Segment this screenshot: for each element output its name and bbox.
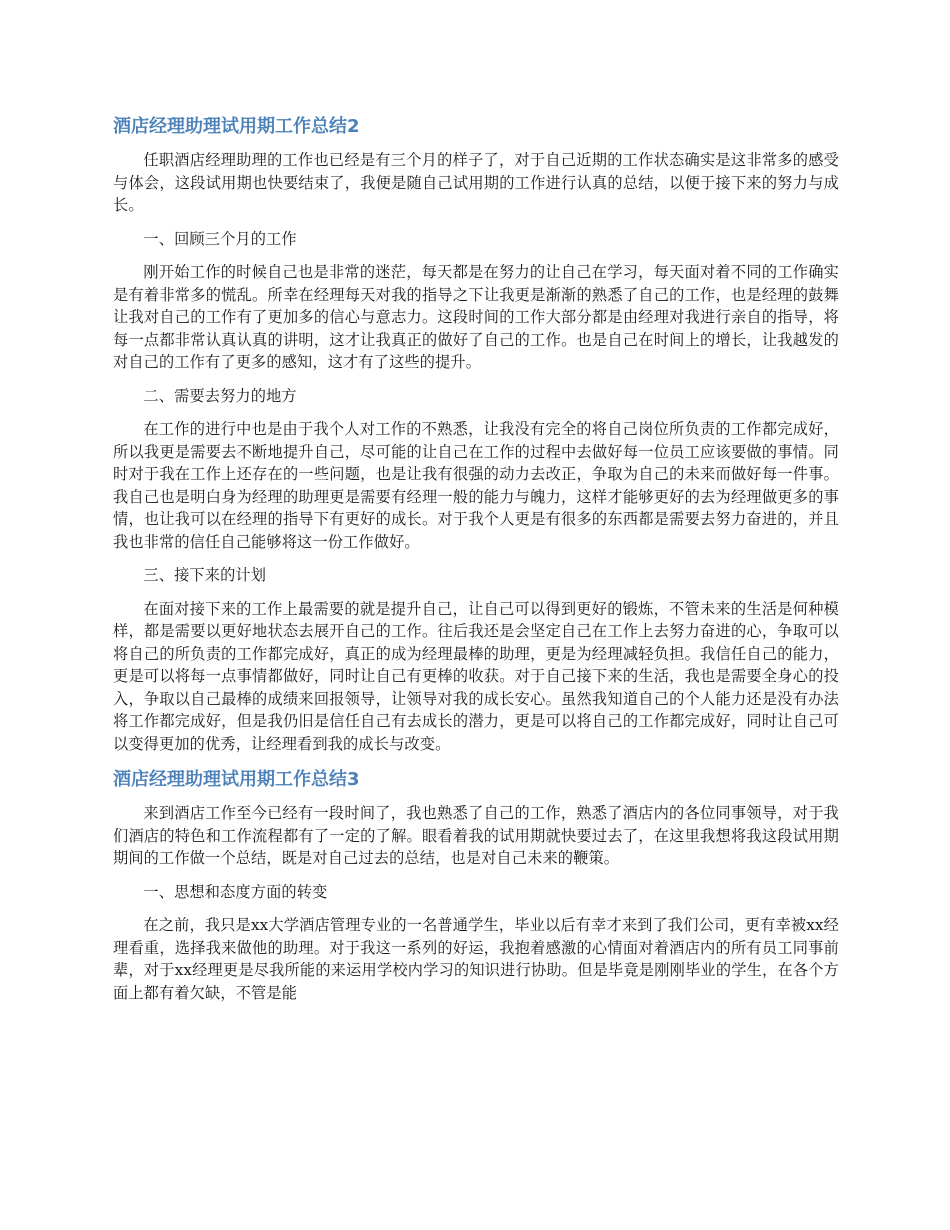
section-1-intro: 任职酒店经理助理的工作也已经是有三个月的样子了，对于自己近期的工作状态确实是这非常多的感受与体会，这段试用期也快要结束了，我便是随自己试用期的工作进行认真的总结，以便于接下来的努力与成长。	[113, 151, 839, 214]
section-2-subheading-1: 一、思想和态度方面的转变	[143, 882, 328, 901]
section-1-subheading-3: 三、接下来的计划	[143, 566, 267, 584]
section-2-title: 酒店经理助理试用期工作总结3	[113, 769, 360, 790]
section-1-subheading-1: 一、回顾三个月的工作	[143, 229, 297, 248]
document-page	[113, 113, 839, 1015]
section-2	[113, 766, 839, 1004]
section-1	[113, 113, 839, 755]
section-1-paragraph-2: 在工作的进行中也是由于我个人对工作的不熟悉，让我没有完全的将自己岗位所负责的工作都完成好，所以我更是需要去不断地提升自己，尽可能的让自己在工作的过程中去做好每一位员工应该要做的事情。同时对于我在工作上还存在的一些问题，也是让我有很强的动力去改正，争取为自己的未来而做好每一件事。我自己也是明白身为经理的助理更是需要有经理一般的能力与魄力，这样才能够更好的去为经理做更多的事情，也让我可以在经理的指导下有更好的成长。对于我个人更是有很多的东西都是需要去努力奋进的，并且我也非常的信任自己能够将这一份工作做好。	[113, 420, 839, 551]
section-1-paragraph-1: 刚开始工作的时候自己也是非常的迷茫，每天都是在努力的让自己在学习，每天面对着不同的工作确实是有着非常多的慌乱。所幸在经理每天对我的指导之下让我更是渐渐的熟悉了自己的工作，也是经理的鼓舞让我对自己的工作有了更加多的信心与意志力。这段时间的工作大部分都是由经理对我进行亲自的指导，将每一点都非常认真认真的讲明，这才让我真正的做好了自己的工作。也是自己在时间上的增长，让我越发的对自己的工作有了更多的感知，这才有了这些的提升。	[113, 263, 839, 371]
section-2-intro: 来到酒店工作至今已经有一段时间了，我也熟悉了自己的工作，熟悉了酒店内的各位同事领导，对于我们酒店的特色和工作流程都有了一定的了解。眼看着我的试用期就快要过去了，在这里我想将我这段试用期期间的工作做一个总结，既是对自己过去的总结，也是对自己未来的鞭策。	[113, 804, 839, 867]
section-2-paragraph-1: 在之前，我只是xx大学酒店管理专业的一名普通学生，毕业以后有幸才来到了我们公司，更有幸被xx经理看重，选择我来做他的助理。对于我这一系列的好运，我抱着感激的心情面对着酒店内的所有员工同事前辈，对于xx经理更是尽我所能的来运用学校内学习的知识进行协助。但是毕竟是刚刚毕业的学生，在各个方面上都有着欠缺，不管是能	[113, 916, 839, 1002]
section-1-subheading-2: 二、需要去努力的地方	[143, 386, 297, 405]
section-1-title: 酒店经理助理试用期工作总结2	[113, 116, 360, 137]
section-1-paragraph-3: 在面对接下来的工作上最需要的就是提升自己，让自己可以得到更好的锻炼，不管未来的生活是何种模样，都是需要以更好地状态去展开自己的工作。往后我还是会坚定自己在工作上去努力奋进的心，争取可以将自己的所负责的工作都完成好，真正的成为经理最棒的助理，更是为经理减轻负担。我信任自己的能力，更是可以将每一点事情都做好，同时让自己有更棒的收获。对于自己接下来的生活，我也是需要全身心的投入，争取以自己最棒的成绩来回报领导，让领导对我的成长安心。虽然我知道自己的个人能力还是没有办法将工作都完成好，但是我仍旧是信任自己有去成长的潜力，更是可以将自己的工作都完成好，同时让自己可以变得更加的优秀，让经理看到我的成长与改变。	[113, 599, 839, 753]
